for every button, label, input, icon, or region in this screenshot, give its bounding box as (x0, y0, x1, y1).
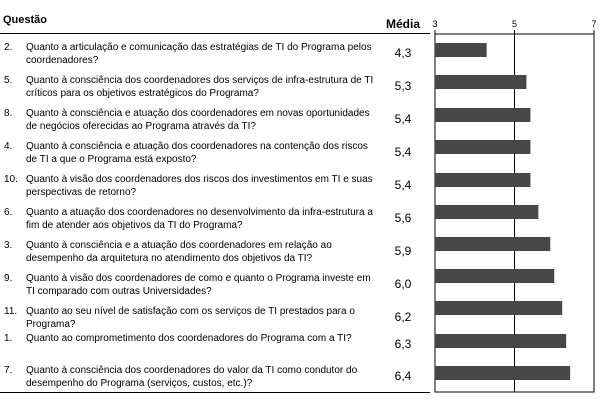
question-number: 10. (4, 174, 18, 185)
question-number: 8. (4, 108, 13, 119)
mean-value: 6,3 (394, 337, 412, 351)
bar (435, 108, 530, 122)
question-text: Quanto à consciência dos coordenadores do valor da TI como condutor do desempenho do Programa (serviços, custos, etc.)? (26, 365, 358, 389)
mean-value: 5,4 (394, 145, 412, 159)
bar (435, 366, 570, 380)
question-text: Quanto à visão dos coordenadores de como e quanto o Programa investe em TI comparado com outras Universidades? (26, 273, 371, 297)
x-tick-label: 5 (511, 19, 518, 29)
question-number: 4. (4, 141, 13, 152)
x-tick-label: 3 (432, 19, 438, 29)
question-text: Quanto a articulação e comunicação das estratégias de TI do Programa pelos coordenadores? (26, 42, 372, 66)
bar (435, 75, 526, 89)
question-number: 6. (4, 207, 13, 218)
question-number: 9. (4, 273, 13, 284)
question-number: 5. (4, 75, 13, 86)
question-number: 2. (4, 42, 13, 53)
question-text: Quanto à consciência e atuação dos coordenadores em novas oportunidades de negócios oferecidas ao Programa através da TI? (26, 108, 370, 132)
bar (435, 301, 562, 315)
mean-value: 6,0 (394, 277, 412, 291)
bar (435, 43, 487, 57)
bar (435, 237, 550, 251)
bar (435, 269, 554, 283)
mean-value: 4,3 (394, 46, 412, 60)
question-number: 7. (4, 365, 13, 376)
bar (435, 140, 530, 154)
mean-value: 6,2 (394, 310, 412, 324)
mean-value: 5,3 (394, 79, 412, 93)
question-number: 1. (4, 333, 13, 344)
question-column-header: Questão (3, 14, 48, 26)
bar (435, 173, 530, 187)
mean-value: 5,4 (394, 112, 412, 126)
question-text: Quanto ao seu nível de satisfação com os serviços de TI prestados para o Programa? (26, 306, 355, 330)
bar (435, 205, 538, 219)
mean-value: 5,6 (394, 211, 412, 225)
question-text: Quanto à consciência dos coordenadores dos serviços de infra-estrutura de TI críticos para os objetivos estratégicos do Programa? (26, 75, 374, 99)
question-text: Quanto à consciência e atuação dos coordenadores na contenção dos riscos de TI a que o Programa está exposto? (26, 141, 368, 165)
question-number: 11. (4, 306, 18, 317)
mean-value: 5,9 (394, 244, 412, 258)
mean-value: 6,4 (394, 369, 412, 383)
question-text: Quanto ao comprometimento dos coordenadores do Programa com a TI? (26, 333, 352, 344)
x-tick-label: 7 (591, 19, 597, 29)
mean-value: 5,4 (394, 178, 412, 192)
question-text: Quanto à visão dos coordenadores dos riscos dos investimentos em TI e suas perspectivas de retorno? (26, 174, 373, 198)
bar (435, 334, 566, 348)
question-text: Quanto à consciência e a atuação dos coordenadores em relação ao desempenho da arquitetura no atendimento dos objetivos da TI? (26, 240, 332, 264)
media-column-header: Média (385, 17, 420, 31)
question-number: 3. (4, 240, 13, 251)
question-text: Quanto a atuação dos coordenadores no desenvolvimento da infra-estrutura a fim de atender aos objetivos da TI do Programa? (26, 207, 373, 231)
